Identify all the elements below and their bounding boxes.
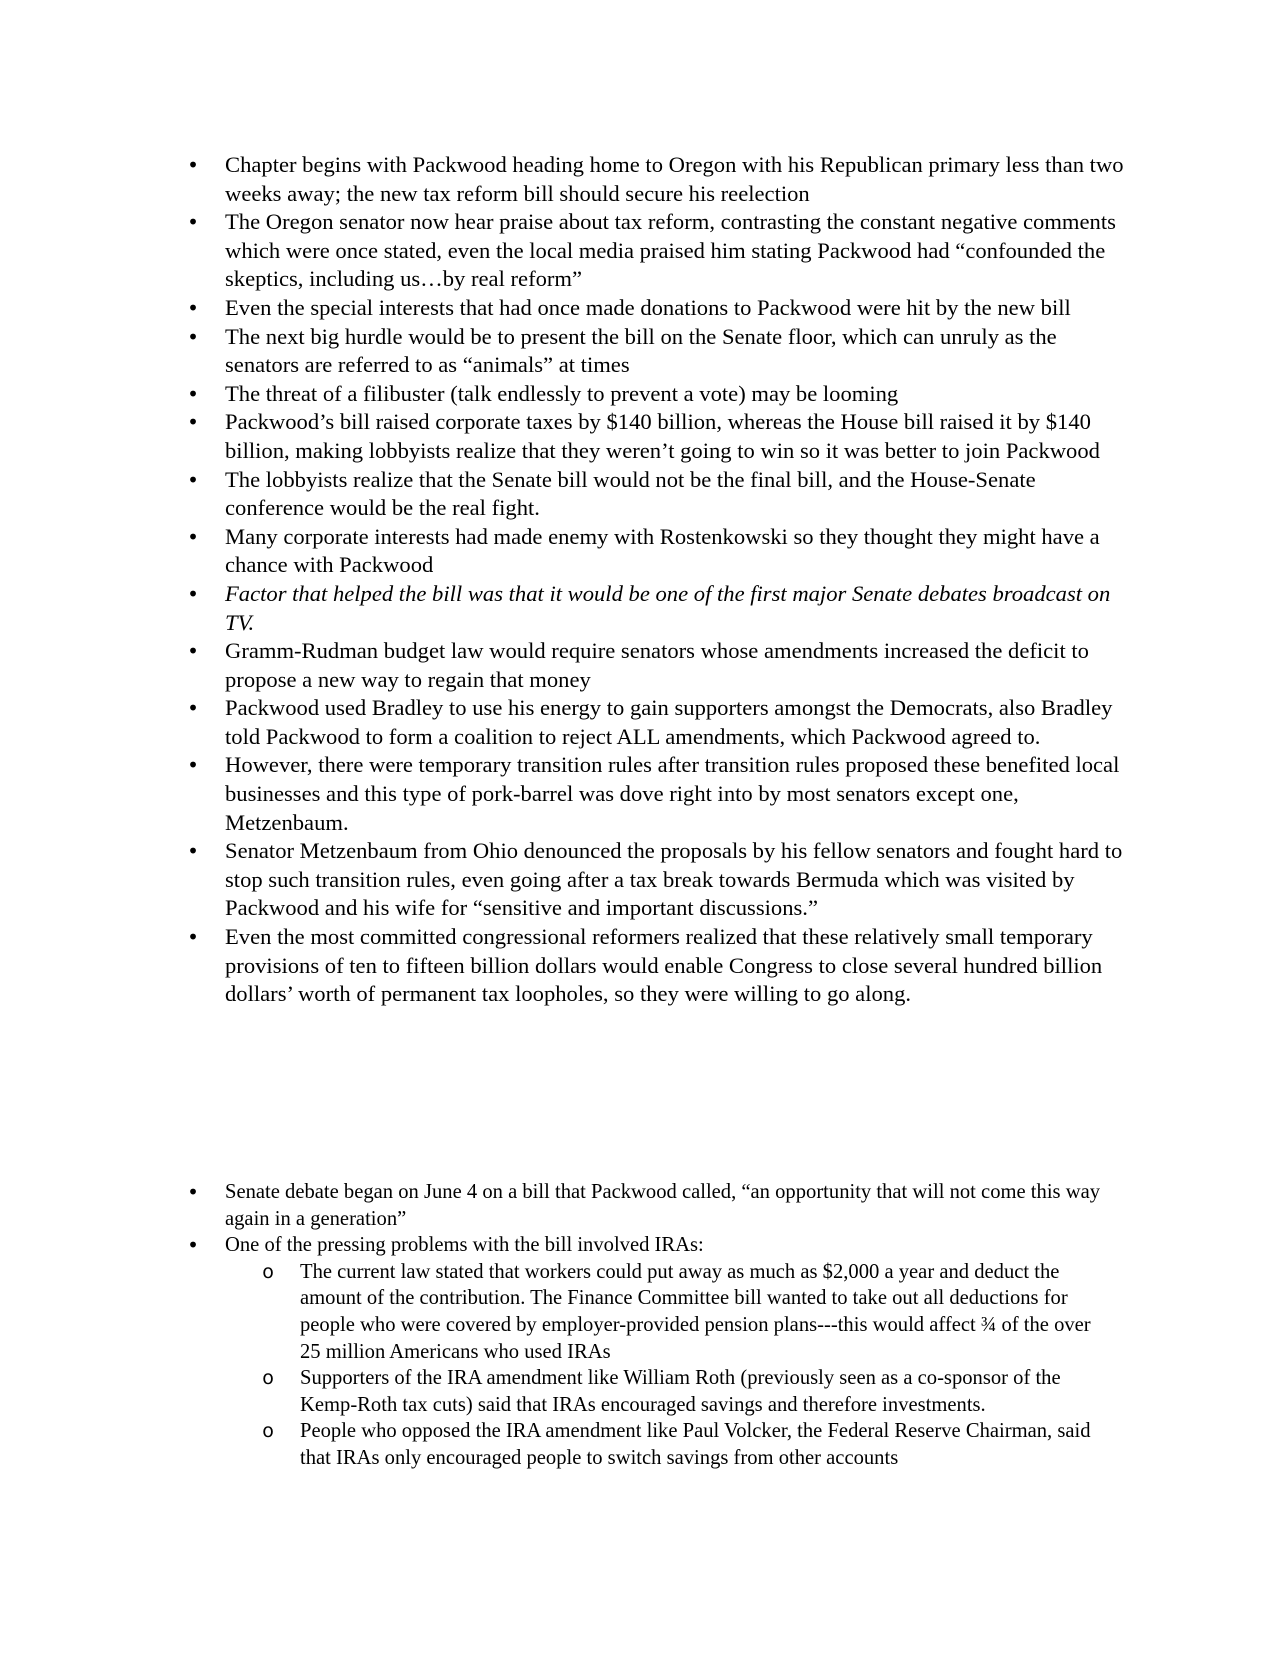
list-item-text: The threat of a filibuster (talk endlessly to prevent a vote) may be looming bbox=[225, 380, 899, 406]
list-item bbox=[0, 294, 1130, 323]
hollow-bullet-icon: o bbox=[262, 1367, 274, 1390]
list-item-text: Packwood’s bill raised corporate taxes by $140 billion, whereas the House bill raised it by $140 billion, making lobbyists realize that they weren’t going to win so it was better to join Packwood bbox=[225, 409, 1100, 463]
bullet-icon: • bbox=[187, 410, 199, 435]
list-item-text: The Oregon senator now hear praise about tax reform, contrasting the constant negative comments which were once stated, even the local media praised him stating Packwood had “confounded the skeptics, including us…by real reform” bbox=[225, 209, 1116, 292]
list-item-text: Packwood used Bradley to use his energy to gain supporters amongst the Democrats, also Bradley told Packwood to form a coalition to reject ALL amendments, which Packwood agreed to. bbox=[225, 695, 1113, 749]
bullet-icon: • bbox=[187, 324, 199, 349]
list-item-text-italic: Factor that helped the bill was that it would be one of the first major Senate debates broadcast on TV. bbox=[225, 580, 1111, 635]
bullet-icon: • bbox=[187, 524, 199, 549]
list-item bbox=[0, 408, 1130, 465]
bullet-list-senate-debate bbox=[0, 1179, 1280, 1472]
list-item-text: Even the special interests that had once made donations to Packwood were hit by the new bill bbox=[225, 294, 1071, 320]
bullet-icon: • bbox=[187, 1180, 199, 1204]
bullet-icon: • bbox=[187, 467, 199, 492]
sub-list-item-text: People who opposed the IRA amendment like Paul Volcker, the Federal Reserve Chairman, said that IRAs only encouraged people to switch savings from other accounts bbox=[300, 1420, 1091, 1469]
list-item bbox=[0, 1232, 1130, 1471]
bullet-icon: • bbox=[187, 381, 199, 406]
list-item bbox=[0, 751, 1130, 837]
list-item-text: However, there were temporary transition rules after transition rules proposed these benefited local businesses and this type of pork-barrel was dove right into by most senators except one, Metzenbaum. bbox=[225, 752, 1120, 835]
bullet-icon: • bbox=[187, 295, 199, 320]
sub-list-item-text: Supporters of the IRA amendment like William Roth (previously seen as a co-sponsor of the Kemp-Roth tax cuts) said that IRAs encouraged savings and therefore investments. bbox=[300, 1367, 1061, 1416]
bullet-icon: • bbox=[187, 753, 199, 778]
hollow-bullet-icon: o bbox=[262, 1260, 274, 1283]
bullet-icon: • bbox=[187, 1233, 199, 1258]
list-item bbox=[0, 637, 1130, 694]
list-item-text: Senate debate began on June 4 on a bill that Packwood called, “an opportunity that will not come this way again in a generation” bbox=[225, 1181, 1101, 1230]
bullet-icon: • bbox=[187, 210, 199, 235]
hollow-bullet-icon: o bbox=[262, 1420, 274, 1443]
list-item bbox=[0, 466, 1130, 523]
list-item-text: Gramm-Rudman budget law would require senators whose amendments increased the deficit to propose a new way to regain that money bbox=[225, 638, 1089, 692]
list-item-text: Even the most committed congressional reformers realized that these relatively small temporary provisions of ten to fifteen billion dollars would enable Congress to close several hundred billion dollars’ worth of permanent tax loopholes, so they were willing to go along. bbox=[225, 924, 1103, 1007]
list-item bbox=[0, 208, 1130, 294]
sub-list-item bbox=[262, 1365, 1110, 1418]
bullet-icon: • bbox=[187, 581, 199, 606]
sub-list-item bbox=[262, 1418, 1110, 1471]
list-item bbox=[0, 694, 1130, 751]
bullet-list-chapter-notes bbox=[0, 151, 1280, 1009]
list-item bbox=[0, 923, 1130, 1009]
list-item bbox=[0, 837, 1130, 923]
bullet-icon: • bbox=[187, 925, 199, 950]
list-item bbox=[0, 580, 1130, 637]
list-item-text: Chapter begins with Packwood heading home to Oregon with his Republican primary less than two weeks away; the new tax reform bill should secure his reelection bbox=[225, 152, 1124, 206]
ira-sublist bbox=[225, 1259, 1130, 1472]
list-item bbox=[0, 323, 1130, 380]
list-item bbox=[0, 151, 1130, 208]
sub-list-item bbox=[262, 1259, 1110, 1365]
list-item-text: Many corporate interests had made enemy with Rostenkowski so they thought they might have a chance with Packwood bbox=[225, 523, 1100, 578]
list-item-text: The next big hurdle would be to present the bill on the Senate floor, which can unruly as the senators are referred to as “animals” at times bbox=[225, 323, 1057, 378]
list-item bbox=[0, 1179, 1130, 1232]
bullet-icon: • bbox=[187, 839, 199, 864]
list-item bbox=[0, 380, 1130, 409]
list-item-text: Senator Metzenbaum from Ohio denounced the proposals by his fellow senators and fought hard to stop such transition rules, even going after a tax break towards Bermuda which was visited by Packwood and his wife for “sensitive and important discussions.” bbox=[225, 838, 1123, 921]
list-item-text: The lobbyists realize that the Senate bill would not be the final bill, and the House-Senate conference would be the real fight. bbox=[225, 466, 1036, 521]
bullet-icon: • bbox=[187, 639, 199, 664]
list-item bbox=[0, 523, 1130, 580]
bullet-icon: • bbox=[187, 696, 199, 721]
sub-list-item-text: The current law stated that workers could put away as much as $2,000 a year and deduct the amount of the contribution. The Finance Committee bill wanted to take out all deductions for people who were covered by employer-provided pension plans---this would affect ¾ of the over 25 million Americans who used IRAs bbox=[300, 1260, 1091, 1363]
list-item-text: One of the pressing problems with the bill involved IRAs: bbox=[225, 1234, 704, 1257]
bullet-icon: • bbox=[187, 153, 199, 177]
